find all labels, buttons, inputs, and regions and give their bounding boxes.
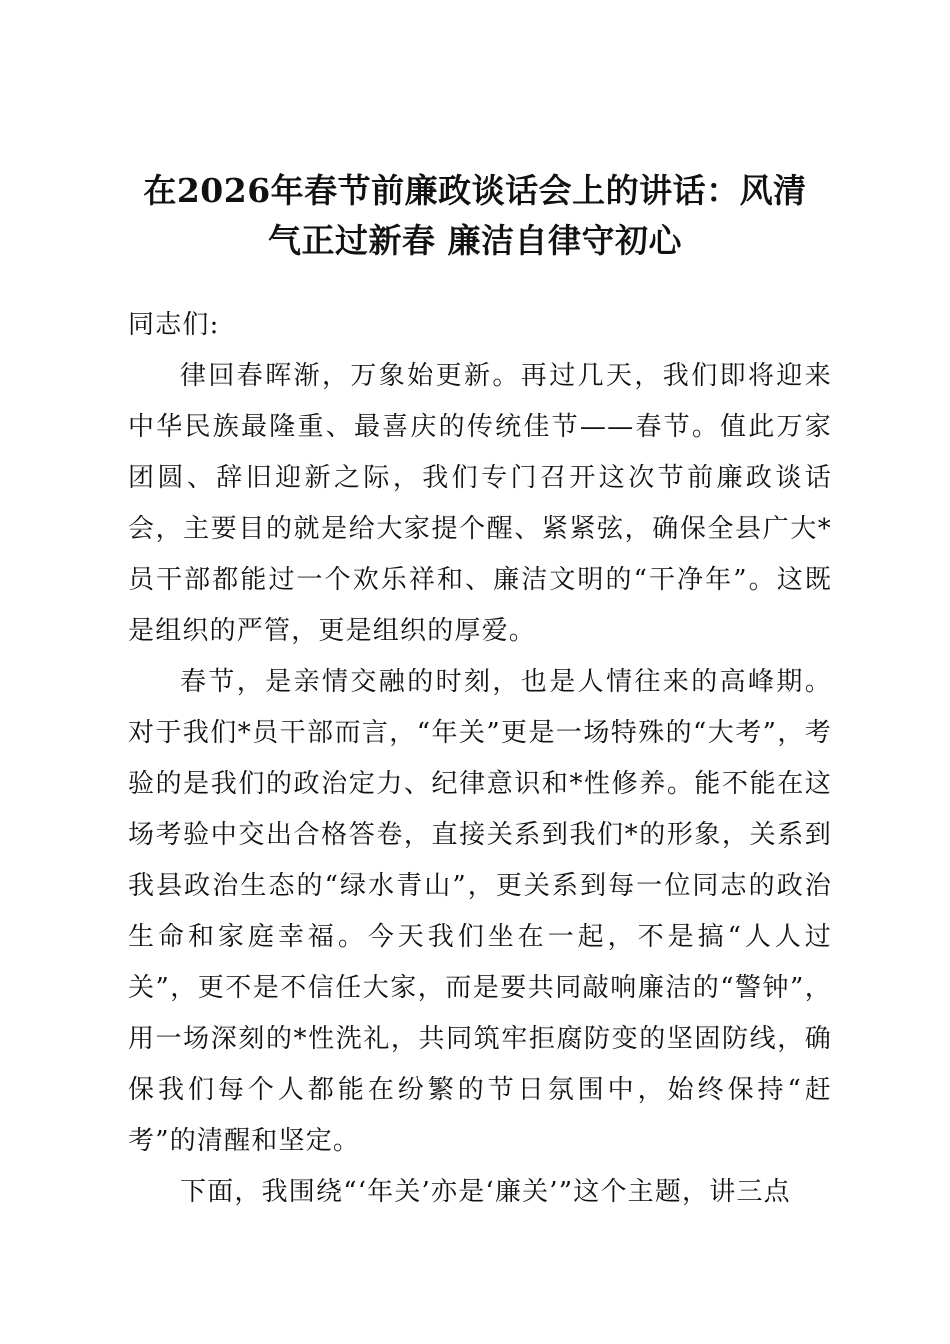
title-line-2: 气正过新春 廉洁自律守初心	[268, 221, 682, 260]
document-body	[128, 300, 832, 1218]
paragraph-3: 下面，我围绕“‘年关’亦是‘廉关’”这个主题，讲三点	[180, 1177, 791, 1207]
paragraph-2: 春节，是亲情交融的时刻，也是人情往来的高峰期。对于我们*员干部而言，“年关”更是一场特殊的“大考”，考验的是我们的政治定力、纪律意识和*性修养。能不能在这场考验中交出合格答卷，直接关系到我们*的形象，关系到我县政治生态的“绿水青山”，更关系到每一位同志的政治生命和家庭幸福。今天我们坐在一起，不是搞“人人过关”，更不是不信任大家，而是要共同敲响廉洁的“警钟”，用一场深刻的*性洗礼，共同筑牢拒腐防变的坚固防线，确保我们每个人都能在纷繁的节日氛围中，始终保持“赶考”的清醒和坚定。	[128, 667, 832, 1156]
title-line-1: 在2026年春节前廉政谈话会上的讲话：风清	[143, 171, 807, 210]
document-title	[110, 166, 840, 266]
paragraph-1: 律回春晖渐，万象始更新。再过几天，我们即将迎来中华民族最隆重、最喜庆的传统佳节——春节。值此万家团圆、辞旧迎新之际，我们专门召开这次节前廉政谈话会，主要目的就是给大家提个醒、紧紧弦，确保全县广大*员干部都能过一个欢乐祥和、廉洁文明的“干净年”。这既是组织的严管，更是组织的厚爱。	[128, 361, 832, 646]
salutation: 同志们:	[128, 310, 220, 340]
